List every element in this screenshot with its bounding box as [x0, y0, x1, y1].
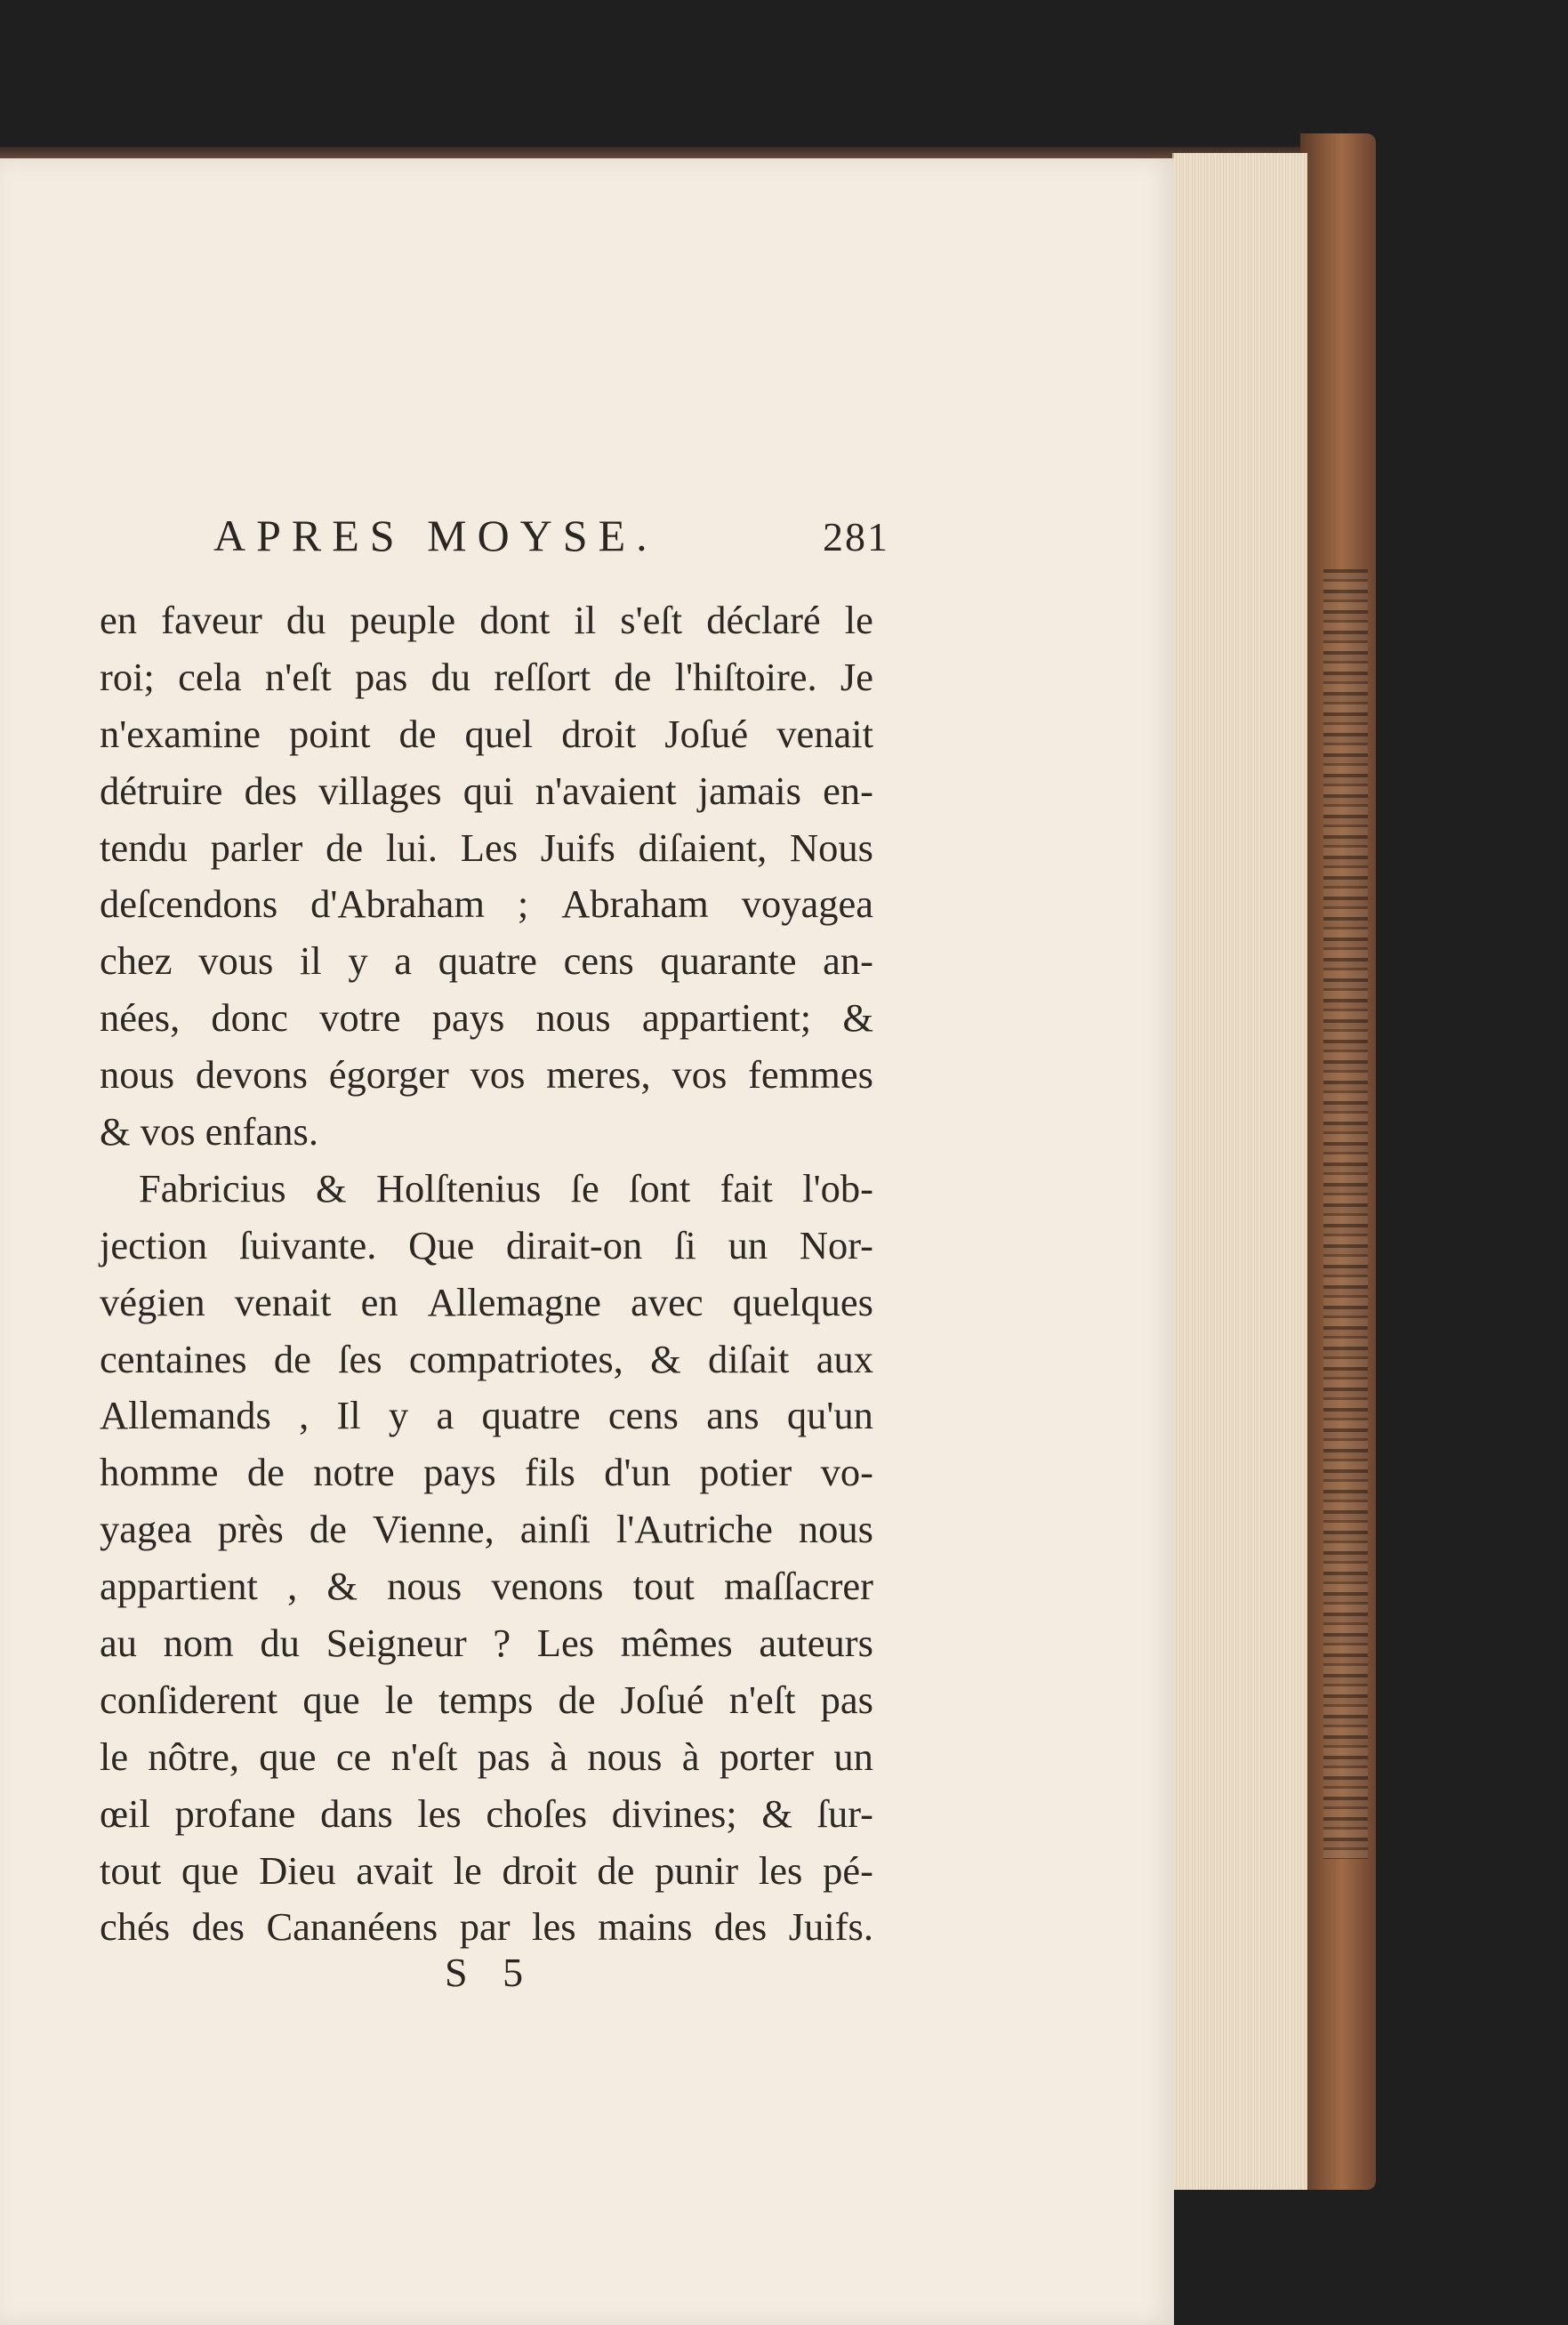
book-page [0, 158, 1174, 2325]
text-line: chés des Cananéens par les mains des Juifs. [100, 1904, 873, 1950]
text-line: en faveur du peuple dont il s'eſt déclaré le [100, 598, 873, 642]
text-line: deſcendons d'Abraham ; Abraham voyagea [100, 881, 873, 927]
signature-mark: S 5 [445, 1950, 536, 1995]
page-header [213, 510, 889, 572]
text-line: le nôtre, que ce n'eſt pas à nous à porter un [100, 1734, 873, 1779]
page-number: 281 [823, 514, 889, 559]
text-line: au nom du Seigneur ? Les mêmes auteurs [100, 1621, 873, 1666]
running-title: APRES MOYSE. [213, 511, 658, 560]
text-line: homme de notre pays fils d'un potier vo- [100, 1450, 873, 1495]
text-line: œil profane dans les choſes divines; & ſur- [100, 1790, 873, 1836]
text-line: nées, donc votre pays nous appartient; & [100, 995, 873, 1041]
text-line: & vos enfans. [100, 1109, 318, 1154]
text-line: Fabricius & Holſtenius ſe ſont fait l'ob- [139, 1165, 873, 1211]
text-line: chez vous il y a quatre cens quarante an- [100, 938, 873, 984]
text-line: centaines de ſes compatriotes, & diſait aux [100, 1336, 873, 1381]
text-line: jection ſuivante. Que dirait-on ſi un Nor- [100, 1222, 873, 1267]
text-line: détruire des villages qui n'avaient jamais en- [100, 768, 873, 813]
page-fore-edge [1172, 153, 1307, 2190]
cover-speckle-texture [1323, 569, 1368, 1859]
text-line: yagea près de Vienne, ainſi l'Autriche nous [100, 1507, 873, 1552]
text-line: Allemands , Il y a quatre cens ans qu'un [100, 1393, 873, 1438]
text-line: végien venait en Allemagne avec quelques [100, 1279, 873, 1324]
text-line: tendu parler de lui. Les Juifs diſaient, Nous [100, 825, 873, 870]
text-line: appartient , & nous venons tout maſſacrer [100, 1564, 873, 1609]
text-line: nous devons égorger vos meres, vos femmes [100, 1052, 873, 1098]
text-line: roi; cela n'eſt pas du reſſort de l'hiſtoire. Je [100, 654, 873, 699]
text-line: tout que Dieu avait le droit de punir les pé- [100, 1847, 873, 1893]
text-line: n'examine point de quel droit Joſué venait [100, 711, 873, 756]
text-line: conſiderent que le temps de Joſué n'eſt pas [100, 1677, 873, 1722]
body-text [100, 592, 873, 1956]
